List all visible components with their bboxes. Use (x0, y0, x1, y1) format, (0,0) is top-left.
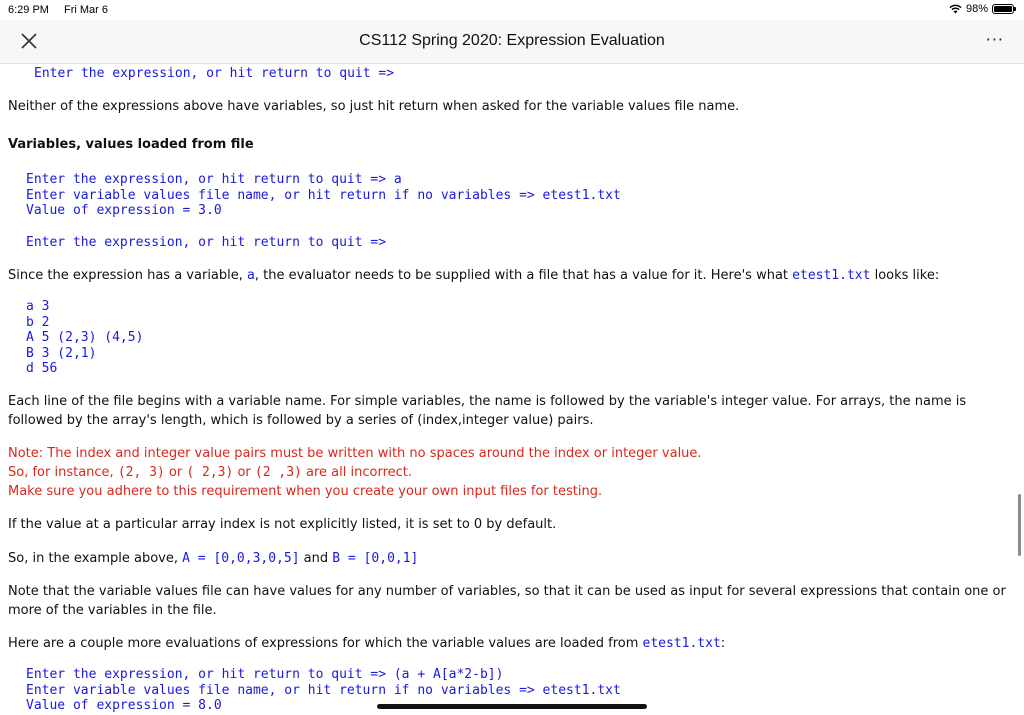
paragraph-default: If the value at a particular array index is not explicitly listed, it is set to 0 by default. (8, 517, 557, 532)
paragraph-each-line: Each line of the file begins with a variable name. For simple variables, the name is followed by the variable's integer value. For arrays, the name is (8, 394, 967, 409)
battery-icon (992, 4, 1014, 14)
text-segment: are all incorrect. (301, 465, 413, 480)
file-line: B 3 (2,1) (26, 346, 97, 361)
file-line: d 56 (26, 361, 58, 376)
note-line (8, 465, 412, 481)
paragraph-example (8, 551, 418, 567)
file-line: b 2 (26, 315, 50, 330)
file-line: a 3 (26, 299, 50, 314)
text-segment: So, for instance, (8, 465, 118, 480)
inline-code: B = [0,0,1] (332, 551, 419, 566)
status-right (949, 3, 1014, 15)
code-line: Enter variable values file name, or hit return if no variables => etest1.txt (26, 683, 621, 698)
code-line: Value of expression = 3.0 (26, 203, 222, 218)
paragraph-couple (8, 636, 725, 652)
code-prompt-top: Enter the expression, or hit return to quit => (34, 66, 395, 81)
inline-code: a (247, 268, 255, 283)
text-segment: and (299, 551, 333, 566)
paragraph-note-any: more of the variables in the file. (8, 603, 217, 618)
inline-code: ( 2,3) (186, 465, 234, 480)
code-line: Enter the expression, or hit return to quit => (a + A[a*2-b]) (26, 667, 504, 682)
note-line: Make sure you adhere to this requirement when you create your own input files for testing. (8, 484, 603, 499)
inline-code: (2, 3) (117, 465, 165, 480)
inline-code: etest1.txt (642, 636, 721, 651)
page-title: CS112 Spring 2020: Expression Evaluation (359, 32, 665, 49)
inline-code: etest1.txt (792, 268, 871, 283)
text-segment: : (720, 636, 726, 651)
text-segment: , the evaluator needs to be supplied with a file that has a value for it. Here's what (254, 268, 793, 283)
home-indicator[interactable] (377, 704, 647, 709)
document-content (0, 64, 1024, 715)
status-date: Fri Mar 6 (64, 4, 108, 16)
text-segment: or (164, 465, 187, 480)
section-heading: Variables, values loaded from file (8, 137, 254, 152)
file-line: A 5 (2,3) (4,5) (26, 330, 144, 345)
paragraph-since (8, 268, 939, 284)
code-line: Enter variable values file name, or hit return if no variables => etest1.txt (26, 188, 621, 203)
code-line: Value of expression = 8.0 (26, 698, 222, 713)
text-segment: So, in the example above, (8, 551, 183, 566)
more-icon[interactable]: ··· (985, 30, 1004, 49)
battery-percent: 98% (965, 3, 988, 15)
text-segment: Since the expression has a variable, (8, 268, 248, 283)
nav-bar (0, 20, 1024, 64)
text-segment: Here are a couple more evaluations of expressions for which the variable values are loaded from (8, 636, 643, 651)
paragraph-no-variables: Neither of the expressions above have variables, so just hit return when asked for the variable values file name. (8, 99, 740, 114)
text-segment: looks like: (870, 268, 940, 283)
battery-fill (994, 6, 1012, 12)
paragraph-note-any: Note that the variable values file can have values for any number of variables, so that it can be used as input for several expressions that contain one or (8, 584, 1006, 599)
note-line: Note: The index and integer value pairs must be written with no spaces around the index or integer value. (8, 446, 702, 461)
wifi-icon (949, 4, 962, 14)
code-line: Enter the expression, or hit return to quit => a (26, 172, 402, 187)
text-segment: or (233, 465, 255, 480)
inline-code: (2 ,3) (254, 465, 302, 480)
status-bar (0, 0, 1024, 20)
paragraph-each-line: followed by the array's length, which is followed by a series of (index,integer value) pairs. (8, 413, 594, 428)
status-time: 6:29 PM (8, 4, 49, 16)
inline-code: A = [0,0,3,0,5] (182, 551, 300, 566)
scrollbar[interactable] (1018, 494, 1021, 556)
code-line: Enter the expression, or hit return to quit => (26, 235, 387, 250)
